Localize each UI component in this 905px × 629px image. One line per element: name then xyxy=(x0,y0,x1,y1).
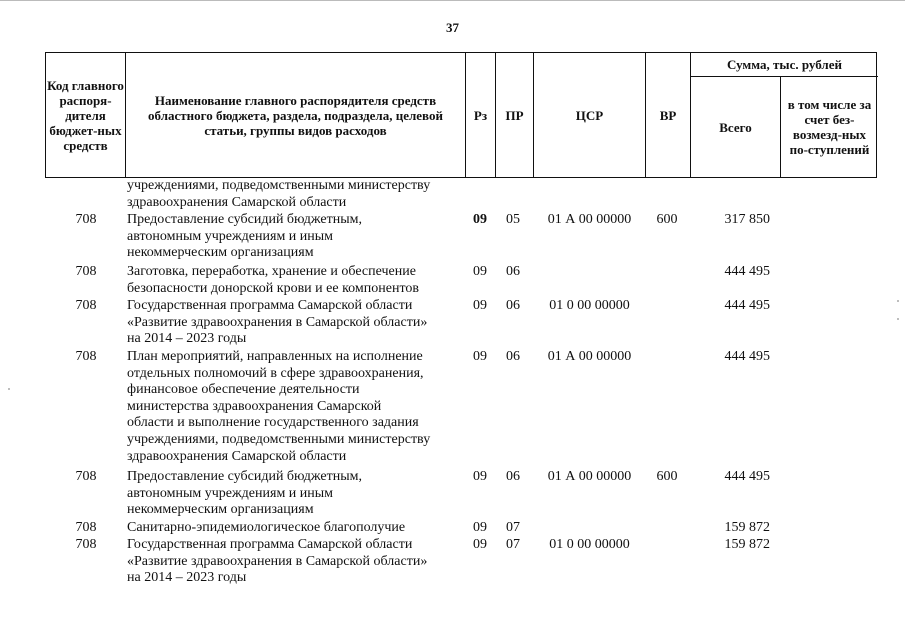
row-total: 444 495 xyxy=(724,298,770,313)
row-rz: 09 xyxy=(473,264,487,279)
row-code: 708 xyxy=(75,349,97,364)
row-rz: 09 xyxy=(473,537,487,552)
scan-speck xyxy=(897,318,899,320)
row-name: Предоставление субсидий бюджетным, автономным учреждениям и иным некоммерческим организациям xyxy=(127,212,363,261)
scan-speck xyxy=(8,388,10,390)
row-csr: 01 0 00 00000 xyxy=(549,298,630,313)
row-vr: 600 xyxy=(656,212,678,227)
row-rz: 09 xyxy=(473,298,487,313)
page-number: 37 xyxy=(446,20,459,35)
row-total: 159 872 xyxy=(724,537,770,552)
row-name: Государственная программа Самарской области «Развитие здравоохранения в Самарской области» на 2014 – 2023 годы xyxy=(127,298,428,347)
row-total: 444 495 xyxy=(724,349,770,364)
scan-speck xyxy=(897,300,899,302)
row-csr: 01 А 00 00000 xyxy=(547,469,632,484)
row-vr: 600 xyxy=(656,469,678,484)
row-csr: 01 А 00 00000 xyxy=(547,349,632,364)
row-code: 708 xyxy=(75,212,97,227)
row-name: Заготовка, переработка, хранение и обеспечение безопасности донорской крови и ее компонентов xyxy=(127,264,420,296)
row-code: 708 xyxy=(75,469,97,484)
row-pr: 06 xyxy=(506,349,520,364)
row-code: 708 xyxy=(75,520,97,535)
row-pr: 06 xyxy=(506,469,520,484)
row-pr: 05 xyxy=(506,212,520,227)
row-code: 708 xyxy=(75,264,97,279)
row-name: Предоставление субсидий бюджетным, автономным учреждениям и иным некоммерческим организациям xyxy=(127,469,363,518)
header-vr: ВР xyxy=(646,53,691,177)
row-pr: 07 xyxy=(506,520,520,535)
row-rz: 09 xyxy=(473,469,487,484)
row-name: Санитарно-эпидемиологическое благополучие xyxy=(127,520,406,535)
row-name: учреждениями, подведомственными министерству здравоохранения Самарской области xyxy=(127,178,431,210)
row-total: 444 495 xyxy=(724,469,770,484)
row-rz: 09 xyxy=(473,520,487,535)
row-csr: 01 0 00 00000 xyxy=(549,537,630,552)
header-sum: Сумма, тыс. рублей xyxy=(691,53,878,77)
header-pr: ПР xyxy=(496,53,534,177)
row-code: 708 xyxy=(75,298,97,313)
row-pr: 06 xyxy=(506,264,520,279)
row-csr: 01 А 00 00000 xyxy=(547,212,632,227)
header-name: Наименование главного распорядителя средств областного бюджета, раздела, подраздела, целевой статьи, группы видов расходов xyxy=(126,53,466,177)
row-total: 317 850 xyxy=(724,212,770,227)
row-rz: 09 xyxy=(473,212,487,227)
row-name: Государственная программа Самарской области «Развитие здравоохранения в Самарской области» на 2014 – 2023 годы xyxy=(127,537,428,586)
header-total: Всего xyxy=(691,77,781,177)
header-code: Код главного распоря-дителя бюджет-ных средств xyxy=(46,53,126,177)
header-csr: ЦСР xyxy=(534,53,646,177)
row-pr: 07 xyxy=(506,537,520,552)
row-rz: 09 xyxy=(473,349,487,364)
row-code: 708 xyxy=(75,537,97,552)
row-name: План мероприятий, направленных на исполнение отдельных полномочий в сфере здравоохранения, финансовое обеспечение деятельности министерства здравоохранения Самарской области и выполнение государственного задания учреждениями, подведомственными министерству здравоохранения Самарской области xyxy=(127,349,431,464)
row-total: 444 495 xyxy=(724,264,770,279)
header-rz: Рз xyxy=(466,53,496,177)
header-incl: в том числе за счет без-возмезд-ных по-ступлений xyxy=(787,97,872,157)
row-total: 159 872 xyxy=(724,520,770,535)
row-pr: 06 xyxy=(506,298,520,313)
